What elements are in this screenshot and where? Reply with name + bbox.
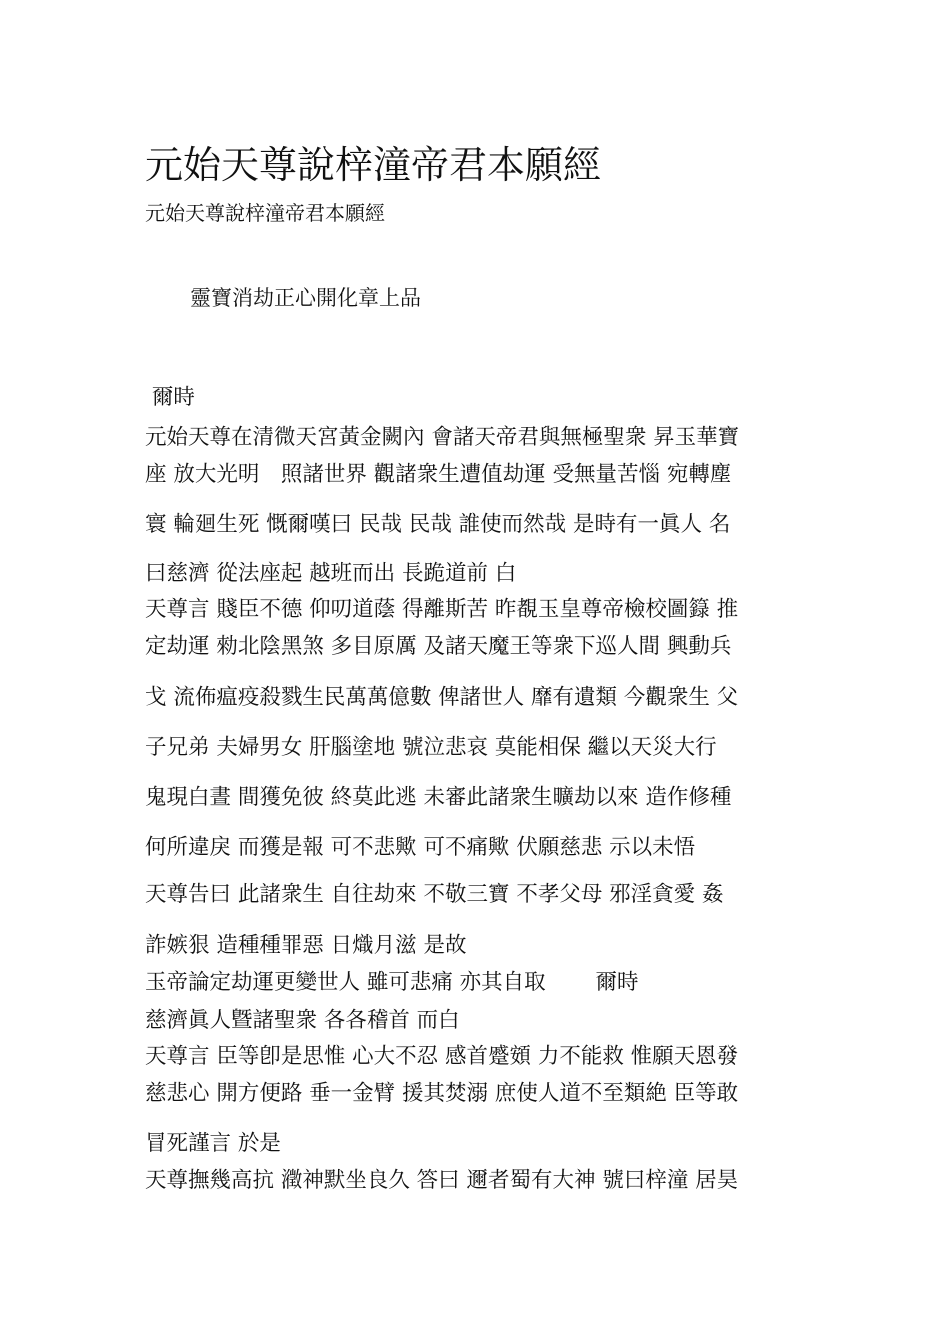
text-line: 子兄弟 夫婦男女 肝腦塗地 號泣悲哀 莫能相保 繼以天災大行 <box>145 735 717 760</box>
text-line: 天尊言 賤臣不德 仰叨道蔭 得離斯苦 昨覩玉皇尊帝檢校圖籙 推 <box>145 597 739 622</box>
text-line: 爾時 <box>145 385 195 410</box>
text-line: 定劫運 勑北陰黑煞 多目原厲 及諸天魔王等衆下巡人間 興動兵 <box>145 634 732 659</box>
text-line: 天尊告曰 此諸衆生 自往劫來 不敬三寶 不孝父母 邪淫貪愛 姦 <box>145 882 724 907</box>
text-line: 座 放大光明 照諸世界 觀諸衆生遭值劫運 受無量苦惱 宛轉塵 <box>145 462 732 487</box>
text-line: 冒死謹言 於是 <box>145 1131 281 1156</box>
text-line: 慈悲心 開方便路 垂一金臂 援其焚溺 庶使人道不至類絶 臣等敢 <box>145 1081 739 1106</box>
text-line: 玉帝論定劫運更變世人 雖可悲痛 亦其自取 爾時 <box>145 970 639 995</box>
chapter-heading: 靈寶消劫正心開化章上品 <box>190 286 421 310</box>
text-line: 天尊撫幾高抗 瀓神默坐良久 答曰 邇者蜀有大神 號曰梓潼 居昊 <box>145 1168 739 1193</box>
text-line: 戈 流佈瘟疫殺戮生民萬萬億數 俾諸世人 靡有遺類 今觀衆生 父 <box>145 685 739 710</box>
text-line: 天尊言 臣等卽是思惟 心大不忍 感首蹙頞 力不能救 惟願天恩發 <box>145 1044 739 1069</box>
text-line: 慈濟眞人曁諸聖衆 各各稽首 而白 <box>145 1008 460 1033</box>
text-line: 鬼現白晝 間獲免彼 終莫此逃 未審此諸衆生曠劫以來 造作修種 <box>145 785 732 810</box>
document-title: 元始天尊說梓潼帝君本願經 <box>145 143 602 187</box>
text-line: 元始天尊在清微天宮黃金闕內 會諸天帝君與無極聖衆 昇玉華寶 <box>145 425 740 450</box>
text-line: 何所違戾 而獲是報 可不悲歟 可不痛歟 伏願慈悲 示以未悟 <box>145 835 696 860</box>
text-line: 寰 輪廻生死 慨爾嘆曰 民哉 民哉 誰使而然哉 是時有一眞人 名 <box>145 512 731 537</box>
document-subtitle: 元始天尊說梓潼帝君本願經 <box>145 201 385 225</box>
text-line: 詐嫉狠 造種種罪惡 日熾月滋 是故 <box>145 933 467 958</box>
text-line: 曰慈濟 從法座起 越班而出 長跪道前 白 <box>145 561 517 586</box>
